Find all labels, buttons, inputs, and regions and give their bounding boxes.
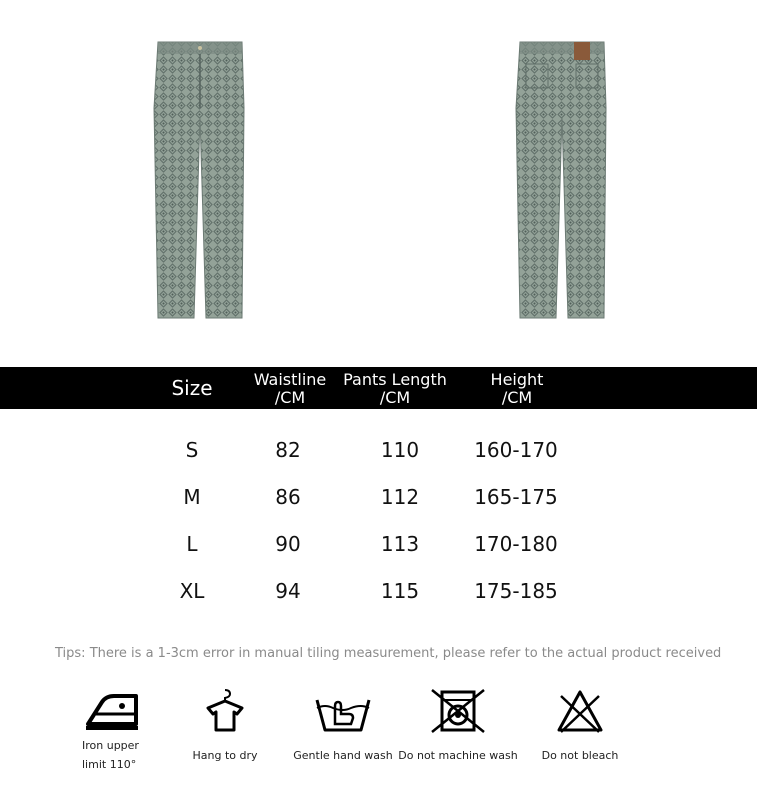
cell-pants-length: 113 [380,532,420,556]
header-waistline: Waistline /CM [253,370,327,407]
cell-waistline: 86 [275,485,301,509]
care-hang-dry [180,686,270,765]
cell-size: XL [179,579,205,603]
care-hand-wash [292,686,394,765]
care-label: Do not bleach [541,749,619,762]
jeans-back-image [512,38,612,322]
hang-dry-icon [200,686,250,736]
table-row [0,576,757,606]
cell-size: S [185,438,199,462]
hand-wash-icon [313,686,373,736]
table-row [0,435,757,465]
header-size: Size [171,376,213,400]
cell-height: 175-185 [474,579,558,603]
care-no-machine-wash [398,686,518,765]
no-machine-wash-icon [428,686,488,736]
cell-waistline: 90 [275,532,301,556]
cell-waistline: 94 [275,579,301,603]
cell-waistline: 82 [275,438,301,462]
cell-size: L [186,532,198,556]
cell-pants-length: 110 [380,438,420,462]
header-height: Height /CM [490,370,544,407]
table-row [0,529,757,559]
size-table-header [0,367,757,409]
iron-icon [82,686,144,736]
cell-pants-length: 112 [380,485,420,509]
cell-size: M [183,485,201,509]
care-label: Iron upper [82,739,139,752]
cell-pants-length: 115 [380,579,420,603]
care-label: Hang to dry [192,749,258,762]
care-label: Gentle hand wash [293,749,393,762]
cell-height: 160-170 [474,438,558,462]
care-iron [68,686,158,774]
no-bleach-icon [553,686,607,736]
measurement-tips: Tips: There is a 1-3cm error in manual tiling measurement, please refer to the actual product received [55,646,722,661]
jeans-front-image [150,38,250,322]
care-no-bleach [530,686,630,765]
care-label-2: limit 110° [82,758,137,771]
header-pants-length: Pants Length /CM [343,370,447,407]
cell-height: 170-180 [474,532,558,556]
cell-height: 165-175 [474,485,558,509]
care-label: Do not machine wash [398,749,518,762]
table-row [0,482,757,512]
